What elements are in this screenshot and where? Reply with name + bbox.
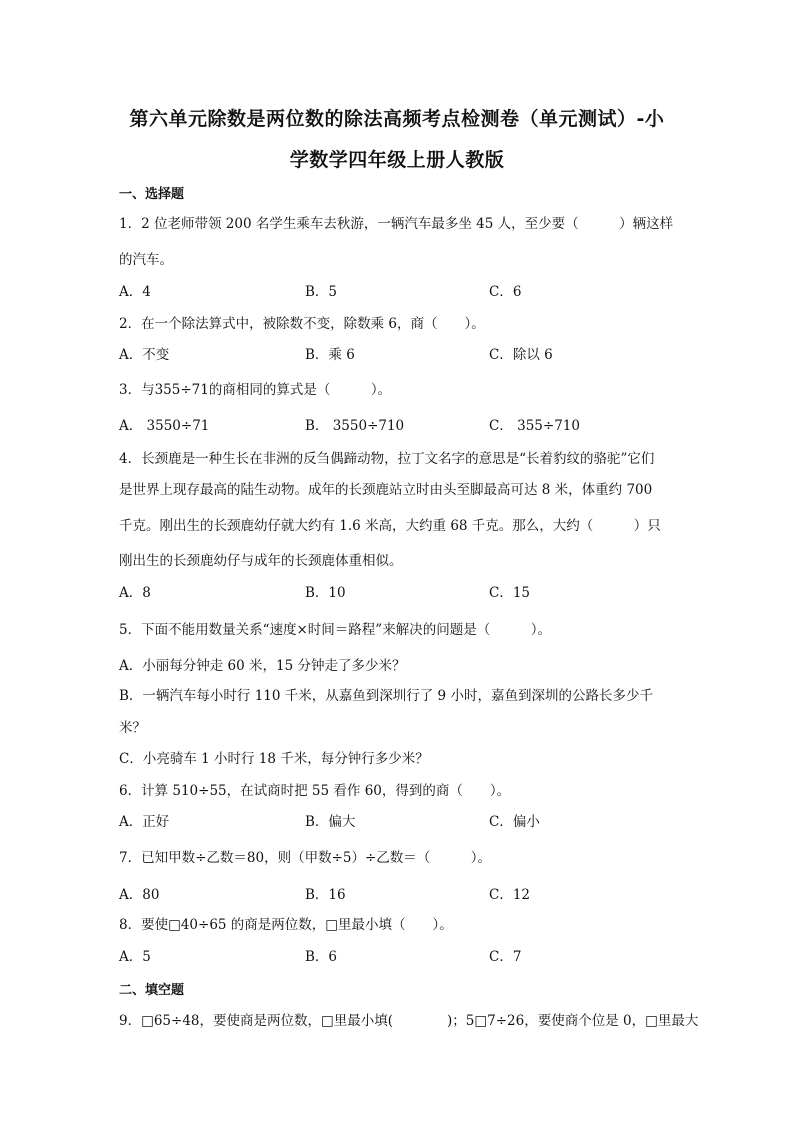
question-5-option-b-cont: 米？ (119, 720, 146, 736)
question-1-option-c: C．6 (489, 284, 522, 300)
question-4-option-b: B．10 (305, 585, 346, 601)
page-title-line1: 第六单元除数是两位数的除法高频考点检测卷（单元测试）-小 (129, 108, 665, 130)
question-1-line-1: 1．2 位老师带领 200 名学生乘车去秋游，一辆汽车最多坐 45 人，至少要（ ）辆这样 (119, 216, 674, 232)
question-4-line-1: 4．长颈鹿是一种生长在非洲的反刍偶蹄动物，拉丁文名字的意思是“长着豹纹的骆驼”它们 (119, 451, 655, 467)
question-1-line-2: 的汽车。 (119, 252, 173, 268)
question-7-line-1: 7．已知甲数÷乙数＝80，则（甲数÷5）÷乙数＝（ ）。 (119, 850, 492, 866)
question-6-line-1: 6．计算 510÷55，在试商时把 55 看作 60，得到的商（ ）。 (119, 783, 511, 799)
question-4-line-4: 刚出生的长颈鹿幼仔与成年的长颈鹿体重相似。 (119, 553, 403, 569)
question-3-line-1: 3．与355÷71的商相同的算式是（ ）。 (119, 382, 392, 398)
question-4-line-2: 是世界上现存最高的陆生动物。成年的长颈鹿站立时由头至脚最高可达 8 米，体重约 700 (119, 482, 653, 498)
question-7-option-a: A．80 (119, 887, 160, 903)
section-heading-choice: 一、选择题 (119, 187, 185, 202)
question-8-line-1: 8．要使□40÷65 的商是两位数，□里最小填（ ）。 (119, 917, 453, 933)
question-4-line-3: 千克。刚出生的长颈鹿幼仔就大约有 1.6 米高，大约重 68 千克。那么，大约（ ）只 (119, 518, 661, 534)
question-8-option-b: B．6 (305, 949, 338, 965)
question-6-option-b: B．偏大 (305, 814, 356, 830)
question-1-option-b: B．5 (305, 284, 338, 300)
question-6-option-a: A．正好 (119, 814, 170, 830)
question-8-option-a: A．5 (119, 949, 151, 965)
question-9-line-1: 9．□65÷48，要使商是两位数，□里最小填( )；5□7÷26，要使商个位是 0，□里最大 (119, 1013, 699, 1029)
question-5-option-c: C．小亮骑车 1 小时行 18 千米，每分钟行多少米？ (119, 751, 429, 767)
page-title-line2: 学数学四年级上册人教版 (289, 149, 505, 171)
question-7-option-b: B．16 (305, 887, 346, 903)
question-3-option-a: A． 3550÷71 (119, 418, 210, 434)
question-8-option-c: C．7 (489, 949, 522, 965)
question-2-option-c: C．除以 6 (489, 347, 553, 363)
question-3-option-b: B． 3550÷710 (305, 418, 405, 434)
question-7-option-c: C．12 (489, 887, 531, 903)
question-5-line-1: 5．下面不能用数量关系“速度×时间＝路程”来解决的问题是（ ）。 (119, 622, 551, 638)
question-6-option-c: C．偏小 (489, 814, 540, 830)
question-5-option-a: A．小丽每分钟走 60 米，15 分钟走了多少米？ (119, 658, 406, 674)
question-2-option-a: A．不变 (119, 347, 170, 363)
question-4-option-a: A．8 (119, 585, 151, 601)
question-5-option-b: B．一辆汽车每小时行 110 千米，从嘉鱼到深圳行了 9 小时，嘉鱼到深圳的公路长多少千 (119, 688, 653, 704)
question-3-option-c: C． 355÷710 (489, 418, 580, 434)
section-heading-fill: 二、填空题 (119, 983, 185, 998)
question-2-option-b: B．乘 6 (305, 347, 355, 363)
question-2-line-1: 2．在一个除法算式中，被除数不变，除数乘 6，商（ ）。 (119, 316, 485, 332)
question-4-option-c: C．15 (489, 585, 531, 601)
question-1-option-a: A．4 (119, 284, 151, 300)
